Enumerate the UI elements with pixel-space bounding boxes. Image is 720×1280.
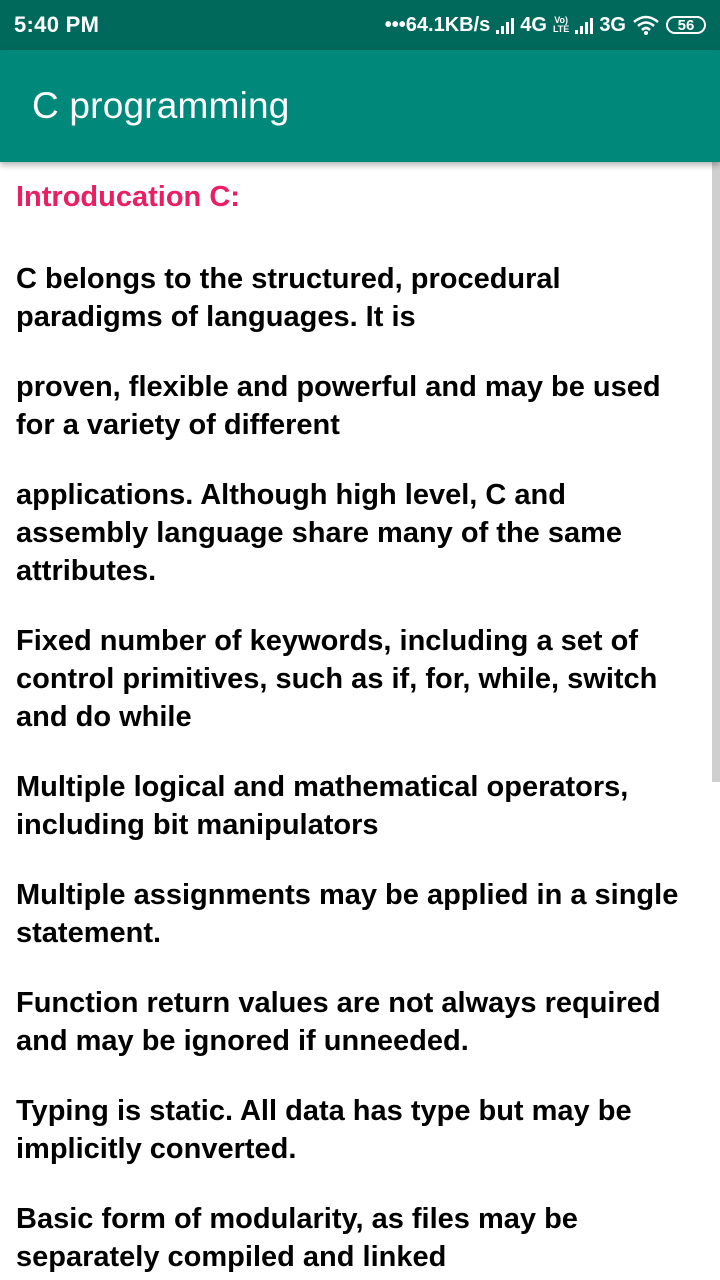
paragraph: Basic form of modularity, as files may be separately compiled and linked	[16, 1203, 578, 1273]
paragraph: Typing is static. All data has type but may be implicitly converted.	[16, 1095, 632, 1165]
paragraph: Fixed number of keywords, including a set of control primitives, such as if, for, while, switch and do while	[16, 625, 658, 733]
scrollbar[interactable]	[712, 162, 720, 782]
paragraph: C belongs to the structured, procedural paradigms of languages. It is	[16, 263, 561, 333]
volte-bottom: LTE	[552, 24, 570, 34]
network-type-2: 3G	[599, 13, 626, 36]
volte-top: Vo)	[554, 15, 569, 25]
wifi-icon	[632, 14, 660, 36]
paragraph: proven, flexible and powerful and may be used for a variety of different	[16, 371, 661, 441]
network-speed	[385, 14, 491, 37]
battery-level: 56	[677, 16, 695, 34]
app-toolbar	[0, 50, 720, 162]
battery-icon	[666, 16, 706, 34]
section-heading: Introducation C:	[16, 181, 240, 213]
status-bar	[0, 0, 720, 50]
app-title: C programming	[32, 85, 290, 126]
paragraph: Multiple assignments may be applied in a single statement.	[16, 879, 679, 949]
volte-icon	[553, 16, 569, 34]
network-type-1: 4G	[520, 13, 547, 36]
paragraph: Function return values are not always required and may be ignored if unneeded.	[16, 987, 661, 1057]
signal-icon	[496, 16, 514, 34]
activity-dots: •••	[384, 13, 406, 36]
paragraph: applications. Although high level, C and assembly language share many of the same attributes.	[16, 479, 623, 587]
network-speed-value: 64.1KB/s	[405, 13, 491, 36]
paragraph: Multiple logical and mathematical operators, including bit manipulators	[16, 771, 629, 841]
article-content[interactable]	[0, 162, 712, 1280]
status-time: 5:40 PM	[14, 12, 100, 37]
signal-icon	[575, 16, 593, 34]
status-indicators	[385, 14, 706, 37]
